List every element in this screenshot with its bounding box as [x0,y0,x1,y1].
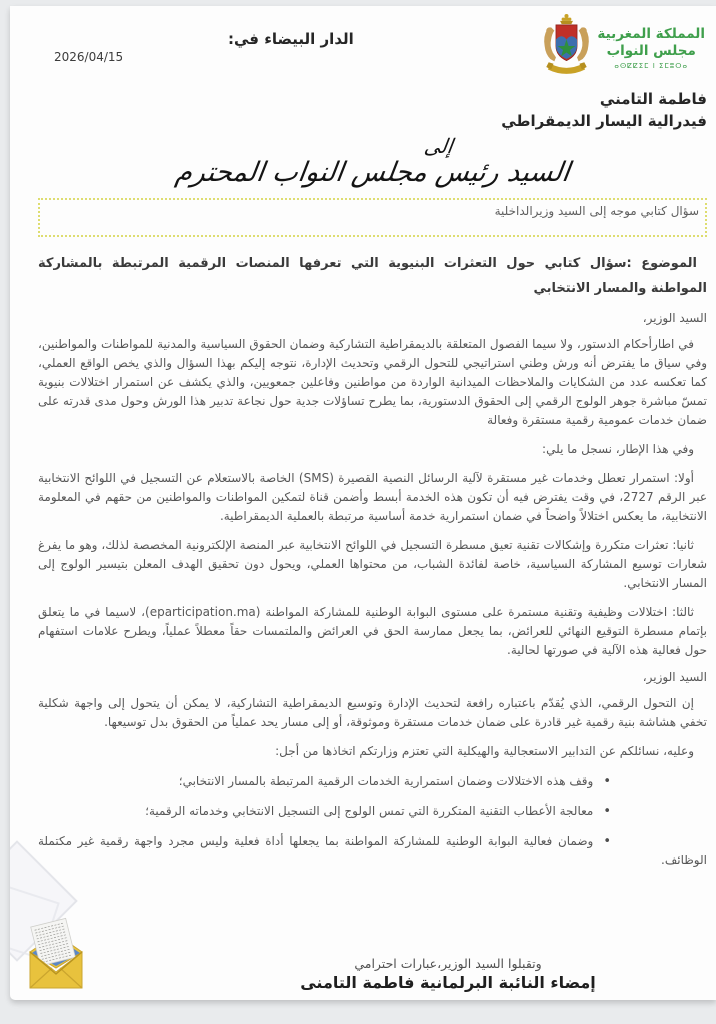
point-second: ثانيا: تعثرات متكررة وإشكالات تقنية تعيق مسطرة التسجيل في اللوائح الانتخابية عبر المنصة الإلكترونية المخصصة لذلك، وهو ما يفرغ شعارات توسيع المشاركة السياسية، خاصة لفائدة الشباب، من محتواها العملي، ويحول دون تحقيق الهدف المعلن بتيسير الولوج إلى المسار الانتخابي. [38,538,707,590]
demand-text: معالجة الأعطاب التقنية المتكررة التي تمس الولوج إلى التسجيل الانتخابي وخدماته الرقمية؛ [145,804,594,818]
sender-name: فاطمة التامني [599,90,707,108]
parliament-logo [542,12,705,80]
parliament-logo-text [597,22,705,71]
closing-block [10,956,716,992]
demand-text: وقف هذه الاختلالات وضمان استمرارية الخدمات الرقمية المرتبطة بالمسار الانتخابي؛ [178,774,594,788]
subject-line: الموضوع :سؤال كتابي حول التعثرات البنيوية التي تعرفها المنصات الرقمية المرتبطة بالمشاركة المواطنة والمسار الانتخابي [38,256,707,296]
signature-line [180,973,716,992]
place-label: الدار البيضاء في: [228,30,354,48]
intro-paragraph: في اطارأحكام الدستور، ولا سيما الفصول المتعلقة بالديمقراطية التشاركية وضمان الحقوق السياسية والمدنية للمواطنات والمواطنين، وفي سياق ما يفترض أنه ورش وطني استراتيجي للتحول الرقمي وتحديث الإدارة، نتوجه إليكم بهذا السؤال والذي يخص الواقع العملي، كما تعكسه عدد من الشكايات والملاحظات الميدانية الواردة من مواطنين وفاعلين جمعويين، والذي يكشف عن استمرار اختلالات بنيوية تمسّ مباشرة جوهر الولوج الرقمي إلى الحقوق الدستورية، بما يطرح تساؤلات جدية حول نجاعة تدبير هذا الورش وحول مدى قدرته على ضمان خدمات عمومية رقمية مستقرة وفعالة [38,337,707,427]
point-first: أولا: استمرار تعطل وخدمات غير مستقرة لآلية الرسائل النصية القصيرة (SMS) الخاصة بالاستعلام عن التسجيل في اللوائح الانتخابية عبر الرقم 2727، في وقت يفترض فيه أن تكون هذه الخدمة أبسط وأضمن قناة لتمكين المواطنات والمواطنين من حقهم في المعلومة الانتخابية، ما يعكس اختلالاً واضحاً في ضمان استمرارية خدمة أساسية مرتبطة بالعملية الديمقراطية. [38,471,707,523]
bullet-icon: • [603,774,611,789]
bullet-icon: • [603,834,611,849]
morocco-coat-of-arms-icon [542,12,591,80]
sender-party: فيدرالية اليسار الديمقراطي [501,112,707,130]
demand-item [38,802,707,821]
signature-name: فاطمة التامنى [300,973,415,992]
envelope-letter-icon [26,916,86,992]
bullet-icon: • [603,804,611,819]
letter-content [10,6,716,870]
handwritten-addressee [38,134,707,190]
closing-courtesy: وتقبلوا السيد الوزير،عبارات احترامي [354,956,542,971]
point-third: ثالثا: اختلالات وظيفية وتقنية مستمرة على مستوى البوابة الوطنية للمشاركة المواطنة (eparticipation.ma)، لاسيما في ما يتعلق بإتمام مسطرة التوقيع النهائي للعرائض، بما يجعل ممارسة الحق في العرائض والملتمسات حقاً معطلاً عملياً، ويطرح علامات استفهام حول فعالية هذه الآلية في صورتها لحالية. [38,605,707,657]
sender-block [38,88,707,132]
demand-item [38,832,707,870]
addressee-to: إلى [422,134,455,158]
routing-note-text: سؤال كتابي موجه إلى السيد وزيرالداخلية [494,204,699,218]
demand-item [38,772,707,791]
demands-intro: وعليه، نسائلكم عن التدابير الاستعجالية والهيكلية التي تعتزم وزارتكم اتخاذها من أجل: [275,744,694,758]
salutation: السيد الوزير، [642,670,707,684]
letter-header [38,6,707,84]
logo-kingdom-label: المملكة المغربية [597,25,705,42]
date-value: 2026/04/15 [54,50,124,64]
signature-prefix: إمضاء النائبة البرلمانية [420,973,596,992]
framework-line: وفي هذا الإطار، نسجل ما يلي: [542,442,694,456]
logo-tifinagh-label: ⴰⵙⵇⵇⵉⵎ ⵏ ⵉⵎⵓⵔⴰ [614,61,688,70]
demand-text: وضمان فعالية البوابة الوطنية للمشاركة المواطنة بما يجعلها أداة فعلية وليس مجرد واجهة رقمية غير مكتملة الوظائف. [38,834,707,867]
routing-note-box [38,198,707,237]
letter-page [10,6,716,1000]
salutation: السيد الوزير، [642,311,707,325]
logo-council-label: مجلس النواب [606,42,696,59]
addressee-title: السيد رئيس مجلس النواب المحترم [173,157,572,188]
transform-paragraph: إن التحول الرقمي، الذي يُقدّم باعتباره رافعة لتحديث الإدارة وتوسيع الديمقراطية التشاركية، لا يمكن أن يتحول إلى واجهة شكلية تخفي هشاشة بنية رقمية غير قادرة على ضمان خدمات مستقرة وموثوقة، أو إلى مسار يحد عملياً من الحقوق بدل توسيعها. [38,696,707,729]
